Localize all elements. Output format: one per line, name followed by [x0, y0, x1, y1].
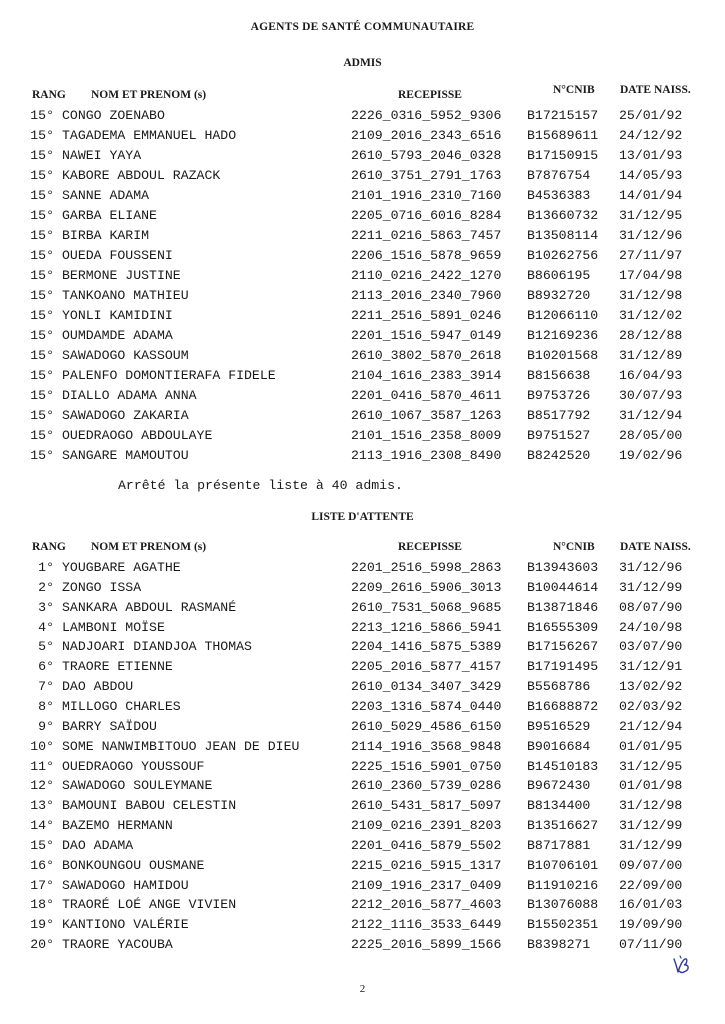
table-row [0, 268, 725, 288]
name-cell: SANGARE MAMOUTOU [62, 448, 189, 463]
rang-cell: 16° [30, 857, 54, 873]
rang-cell: 7° [38, 679, 54, 695]
rang-cell: 13° [30, 798, 54, 814]
birthdate-cell: 31/12/94 [619, 408, 683, 423]
cnib-cell: B10044614 [527, 579, 599, 595]
name-cell: SAWADOGO SOULEYMANE [62, 778, 213, 794]
table-row [0, 328, 725, 348]
cnib-cell: B8517792 [527, 408, 591, 423]
cnib-cell: B10262756 [527, 248, 599, 263]
cnib-cell: B14510183 [527, 758, 599, 774]
rang-cell: 15° [30, 428, 54, 443]
rang-cell: 15° [30, 388, 54, 403]
recepisse-cell: 2203_1316_5874_0440 [351, 698, 502, 714]
column-header-cnib: N°CNIB [553, 541, 595, 553]
rang-cell: 8° [38, 698, 54, 714]
table-row [0, 128, 725, 148]
table-row [0, 659, 725, 679]
column-header-rang: RANG [32, 541, 66, 553]
table-row [0, 188, 725, 208]
cnib-cell: B10201568 [527, 348, 599, 363]
name-cell: TRAORÉ LOÉ ANGE VIVIEN [62, 897, 237, 913]
rang-cell: 6° [38, 659, 54, 675]
table-row [0, 878, 725, 898]
cnib-cell: B5568786 [527, 679, 591, 695]
name-cell: OUEDA FOUSSENI [62, 248, 173, 263]
cnib-cell: B9751527 [527, 428, 591, 443]
table-row [0, 739, 725, 759]
column-header-nom: NOM ET PRENOM (s) [91, 541, 207, 553]
table-row [0, 818, 725, 838]
name-cell: TRAORE YACOUBA [62, 937, 173, 953]
recepisse-cell: 2211_2516_5891_0246 [351, 308, 502, 323]
name-cell: DAO ABDOU [62, 679, 134, 695]
table-row [0, 408, 725, 428]
recepisse-cell: 2201_1516_5947_0149 [351, 328, 502, 343]
birthdate-cell: 24/12/92 [619, 128, 683, 143]
cnib-cell: B16688872 [527, 698, 599, 714]
birthdate-cell: 01/01/98 [619, 778, 683, 794]
column-header-date: DATE NAISS. [620, 84, 691, 96]
table-row [0, 428, 725, 448]
name-cell: KANTIONO VALÉRIE [62, 917, 189, 933]
table-row [0, 448, 725, 468]
cnib-cell: B13508114 [527, 228, 599, 243]
column-header-nom: NOM ET PRENOM (s) [91, 89, 207, 101]
table-row [0, 639, 725, 659]
table-row [0, 108, 725, 128]
table-row [0, 778, 725, 798]
table-row [0, 580, 725, 600]
birthdate-cell: 31/12/96 [619, 228, 683, 243]
name-cell: SOME NANWIMBITOUO JEAN DE DIEU [62, 738, 300, 754]
cnib-cell: B13516627 [527, 818, 599, 834]
name-cell: YONLI KAMIDINI [62, 308, 173, 323]
birthdate-cell: 31/12/99 [619, 818, 683, 834]
recepisse-cell: 2201_0416_5870_4611 [351, 388, 502, 403]
name-cell: BERMONE JUSTINE [62, 268, 181, 283]
name-cell: CONGO ZOENABO [62, 108, 165, 123]
rang-cell: 15° [30, 108, 54, 123]
recepisse-cell: 2209_2616_5906_3013 [351, 579, 502, 595]
rang-cell: 17° [30, 877, 54, 893]
rang-cell: 15° [30, 188, 54, 203]
recepisse-cell: 2201_0416_5879_5502 [351, 837, 502, 853]
cnib-cell: B8156638 [527, 368, 591, 383]
birthdate-cell: 09/07/00 [619, 857, 683, 873]
birthdate-cell: 31/12/98 [619, 798, 683, 814]
cnib-cell: B8398271 [527, 937, 591, 953]
table-row [0, 858, 725, 878]
table-row [0, 759, 725, 779]
cnib-cell: B17191495 [527, 659, 599, 675]
recepisse-cell: 2122_1116_3533_6449 [351, 917, 502, 933]
column-header-recepisse: RECEPISSE [398, 541, 462, 553]
recepisse-cell: 2215_0216_5915_1317 [351, 857, 502, 873]
column-header-cnib: N°CNIB [553, 84, 595, 96]
birthdate-cell: 31/12/99 [619, 837, 683, 853]
rang-cell: 2° [38, 579, 54, 595]
table-row [0, 600, 725, 620]
name-cell: OUEDRAOGO YOUSSOUF [62, 758, 205, 774]
name-cell: LAMBONI MOÏSE [62, 619, 165, 635]
cnib-cell: B8242520 [527, 448, 591, 463]
birthdate-cell: 22/09/00 [619, 877, 683, 893]
table-row [0, 228, 725, 248]
name-cell: NAWEI YAYA [62, 148, 142, 163]
name-cell: NADJOARI DIANDJOA THOMAS [62, 639, 252, 655]
birthdate-cell: 31/12/96 [619, 560, 683, 575]
recepisse-cell: 2226_0316_5952_9306 [351, 108, 502, 123]
name-cell: DIALLO ADAMA ANNA [62, 388, 197, 403]
birthdate-cell: 31/12/95 [619, 208, 683, 223]
name-cell: MILLOGO CHARLES [62, 698, 181, 714]
column-header-rang: RANG [32, 89, 66, 101]
closing-note: Arrêté la présente liste à 40 admis. [118, 478, 403, 493]
table-row [0, 699, 725, 719]
rang-cell: 15° [30, 268, 54, 283]
table-row [0, 560, 725, 580]
rang-cell: 12° [30, 778, 54, 794]
table-row [0, 148, 725, 168]
recepisse-cell: 2201_2516_5998_2863 [351, 560, 502, 575]
rang-cell: 15° [30, 288, 54, 303]
recepisse-cell: 2205_0716_6016_8284 [351, 208, 502, 223]
recepisse-cell: 2213_1216_5866_5941 [351, 619, 502, 635]
recepisse-cell: 2610_5431_5817_5097 [351, 798, 502, 814]
cnib-cell: B17150915 [527, 148, 599, 163]
table-row [0, 288, 725, 308]
recepisse-cell: 2206_1516_5878_9659 [351, 248, 502, 263]
signature-mark [671, 955, 697, 975]
cnib-cell: B13943603 [527, 560, 599, 575]
page-number: 2 [359, 983, 366, 995]
recepisse-cell: 2610_3802_5870_2618 [351, 348, 502, 363]
birthdate-cell: 31/12/02 [619, 308, 683, 323]
name-cell: SAWADOGO ZAKARIA [62, 408, 189, 423]
recepisse-cell: 2212_2016_5877_4603 [351, 897, 502, 913]
birthdate-cell: 19/09/90 [619, 917, 683, 933]
cnib-cell: B17156267 [527, 639, 599, 655]
cnib-cell: B9516529 [527, 718, 591, 734]
rang-cell: 14° [30, 818, 54, 834]
recepisse-cell: 2225_2016_5899_1566 [351, 937, 502, 953]
cnib-cell: B12169236 [527, 328, 599, 343]
table-row [0, 168, 725, 188]
rang-cell: 11° [30, 758, 54, 774]
cnib-cell: B9672430 [527, 778, 591, 794]
recepisse-cell: 2610_5793_2046_0328 [351, 148, 502, 163]
recepisse-cell: 2104_1616_2383_3914 [351, 368, 502, 383]
rang-cell: 15° [30, 128, 54, 143]
name-cell: GARBA ELIANE [62, 208, 157, 223]
birthdate-cell: 31/12/98 [619, 288, 683, 303]
rang-cell: 15° [30, 408, 54, 423]
table-row [0, 308, 725, 328]
rang-cell: 15° [30, 248, 54, 263]
birthdate-cell: 16/01/03 [619, 897, 683, 913]
name-cell: BIRBA KARIM [62, 228, 150, 243]
name-cell: SAWADOGO KASSOUM [62, 348, 189, 363]
recepisse-cell: 2101_1916_2310_7160 [351, 188, 502, 203]
cnib-cell: B15689611 [527, 128, 599, 143]
recepisse-cell: 2610_0134_3407_3429 [351, 679, 502, 695]
recepisse-cell: 2204_1416_5875_5389 [351, 639, 502, 655]
cnib-cell: B15502351 [527, 917, 599, 933]
birthdate-cell: 31/12/89 [619, 348, 683, 363]
birthdate-cell: 25/01/92 [619, 108, 683, 123]
recepisse-cell: 2610_1067_3587_1263 [351, 408, 502, 423]
recepisse-cell: 2109_0216_2391_8203 [351, 818, 502, 834]
rang-cell: 15° [30, 448, 54, 463]
table-row [0, 937, 725, 957]
name-cell: SANKARA ABDOUL RASMANÉ [62, 599, 237, 615]
cnib-cell: B9753726 [527, 388, 591, 403]
table-row [0, 897, 725, 917]
birthdate-cell: 01/01/95 [619, 738, 683, 754]
recepisse-cell: 2109_2016_2343_6516 [351, 128, 502, 143]
birthdate-cell: 31/12/99 [619, 579, 683, 595]
recepisse-cell: 2110_0216_2422_1270 [351, 268, 502, 283]
table-row [0, 798, 725, 818]
cnib-cell: B10706101 [527, 857, 599, 873]
recepisse-cell: 2113_1916_2308_8490 [351, 448, 502, 463]
birthdate-cell: 13/01/93 [619, 148, 683, 163]
rang-cell: 10° [30, 738, 54, 754]
recepisse-cell: 2114_1916_3568_9848 [351, 738, 502, 754]
document-title: AGENTS DE SANTÉ COMMUNAUTAIRE [250, 21, 475, 33]
cnib-cell: B12066110 [527, 308, 599, 323]
recepisse-cell: 2610_5029_4586_6150 [351, 718, 502, 734]
rang-cell: 9° [38, 718, 54, 734]
birthdate-cell: 19/02/96 [619, 448, 683, 463]
name-cell: BARRY SAÏDOU [62, 718, 157, 734]
cnib-cell: B11910216 [527, 877, 599, 893]
table-row [0, 368, 725, 388]
rang-cell: 1° [38, 560, 54, 575]
recepisse-cell: 2610_7531_5068_9685 [351, 599, 502, 615]
name-cell: PALENFO DOMONTIERAFA FIDELE [62, 368, 276, 383]
birthdate-cell: 30/07/93 [619, 388, 683, 403]
birthdate-cell: 28/12/88 [619, 328, 683, 343]
table-row [0, 208, 725, 228]
rang-cell: 15° [30, 228, 54, 243]
name-cell: SAWADOGO HAMIDOU [62, 877, 189, 893]
cnib-cell: B8932720 [527, 288, 591, 303]
name-cell: BAZEMO HERMANN [62, 818, 173, 834]
name-cell: TANKOANO MATHIEU [62, 288, 189, 303]
birthdate-cell: 08/07/90 [619, 599, 683, 615]
rang-cell: 15° [30, 837, 54, 853]
cnib-cell: B4536383 [527, 188, 591, 203]
table-row [0, 917, 725, 937]
table-row [0, 719, 725, 739]
recepisse-cell: 2610_3751_2791_1763 [351, 168, 502, 183]
rang-cell: 20° [30, 937, 54, 953]
birthdate-cell: 31/12/95 [619, 758, 683, 774]
cnib-cell: B16555309 [527, 619, 599, 635]
birthdate-cell: 31/12/91 [619, 659, 683, 675]
birthdate-cell: 28/05/00 [619, 428, 683, 443]
name-cell: TAGADEMA EMMANUEL HADO [62, 128, 237, 143]
recepisse-cell: 2610_2360_5739_0286 [351, 778, 502, 794]
cnib-cell: B8134400 [527, 798, 591, 814]
table-row [0, 388, 725, 408]
cnib-cell: B8606195 [527, 268, 591, 283]
cnib-cell: B8717881 [527, 837, 591, 853]
rang-cell: 15° [30, 308, 54, 323]
column-header-recepisse: RECEPISSE [398, 89, 462, 101]
rang-cell: 4° [38, 619, 54, 635]
recepisse-cell: 2211_0216_5863_7457 [351, 228, 502, 243]
rang-cell: 19° [30, 917, 54, 933]
birthdate-cell: 14/01/94 [619, 188, 683, 203]
cnib-cell: B13076088 [527, 897, 599, 913]
rang-cell: 15° [30, 328, 54, 343]
table-row [0, 348, 725, 368]
recepisse-cell: 2225_1516_5901_0750 [351, 758, 502, 774]
recepisse-cell: 2101_1516_2358_8009 [351, 428, 502, 443]
birthdate-cell: 07/11/90 [619, 937, 683, 953]
birthdate-cell: 14/05/93 [619, 168, 683, 183]
birthdate-cell: 21/12/94 [619, 718, 683, 734]
name-cell: YOUGBARE AGATHE [62, 560, 181, 575]
rang-cell: 18° [30, 897, 54, 913]
birthdate-cell: 17/04/98 [619, 268, 683, 283]
recepisse-cell: 2113_2016_2340_7960 [351, 288, 502, 303]
name-cell: DAO ADAMA [62, 837, 134, 853]
cnib-cell: B17215157 [527, 108, 599, 123]
birthdate-cell: 02/03/92 [619, 698, 683, 714]
recepisse-cell: 2109_1916_2317_0409 [351, 877, 502, 893]
birthdate-cell: 03/07/90 [619, 639, 683, 655]
birthdate-cell: 27/11/97 [619, 248, 683, 263]
waiting-list-section-title: LISTE D'ATTENTE [311, 511, 414, 523]
recepisse-cell: 2205_2016_5877_4157 [351, 659, 502, 675]
rang-cell: 15° [30, 348, 54, 363]
rang-cell: 3° [38, 599, 54, 615]
rang-cell: 15° [30, 168, 54, 183]
cnib-cell: B7876754 [527, 168, 591, 183]
name-cell: TRAORE ETIENNE [62, 659, 173, 675]
name-cell: OUEDRAOGO ABDOULAYE [62, 428, 213, 443]
rang-cell: 15° [30, 208, 54, 223]
name-cell: KABORE ABDOUL RAZACK [62, 168, 221, 183]
birthdate-cell: 24/10/98 [619, 619, 683, 635]
name-cell: ZONGO ISSA [62, 579, 142, 595]
rang-cell: 5° [38, 639, 54, 655]
birthdate-cell: 13/02/92 [619, 679, 683, 695]
cnib-cell: B9016684 [527, 738, 591, 754]
rang-cell: 15° [30, 368, 54, 383]
table-row [0, 679, 725, 699]
cnib-cell: B13660732 [527, 208, 599, 223]
name-cell: BONKOUNGOU OUSMANE [62, 857, 205, 873]
table-row [0, 248, 725, 268]
table-row [0, 838, 725, 858]
name-cell: BAMOUNI BABOU CELESTIN [62, 798, 237, 814]
cnib-cell: B13871846 [527, 599, 599, 615]
birthdate-cell: 16/04/93 [619, 368, 683, 383]
rang-cell: 15° [30, 148, 54, 163]
table-row [0, 620, 725, 640]
admis-section-title: ADMIS [343, 57, 382, 69]
name-cell: OUMDAMDE ADAMA [62, 328, 173, 343]
name-cell: SANNE ADAMA [62, 188, 150, 203]
column-header-date: DATE NAISS. [620, 541, 691, 553]
